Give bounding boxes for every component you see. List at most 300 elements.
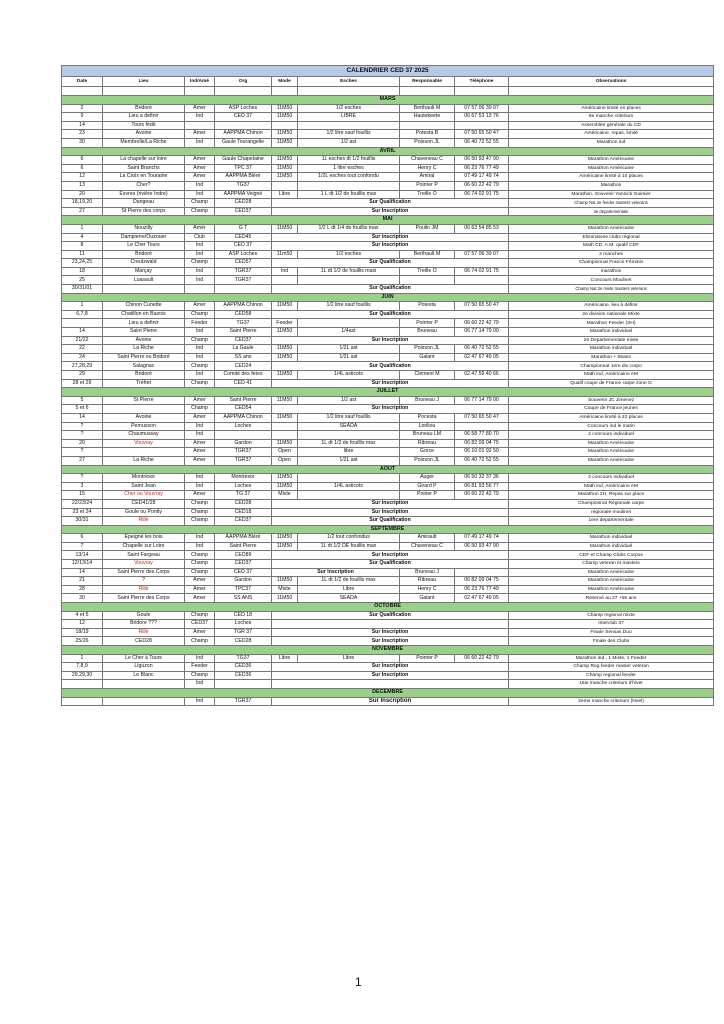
cell-observations: Marathon Feeder (SH) [509, 319, 714, 328]
cell-ind-ame: Amer [185, 585, 215, 594]
cell-ind-ame: CED37 [185, 620, 215, 629]
cell-registration: Sur Inscription [272, 379, 509, 388]
cell-ind-ame: Amer [185, 104, 215, 113]
cell-org: AAPPMA Bléré [215, 173, 272, 182]
cell-date: 18/19 [62, 628, 103, 637]
event-row [62, 680, 714, 689]
cell-esches: 1/2 ast [298, 396, 400, 405]
cell-org: CED24 [215, 362, 272, 371]
header-date: Date [62, 77, 103, 87]
month-row [62, 147, 714, 156]
cell-responsable: Chaveneau C [400, 542, 455, 551]
cell-observations: Américaine limité à 22 places [509, 413, 714, 422]
cell-esches [298, 319, 400, 328]
cell-lieu: Pernusson [103, 422, 185, 431]
cell-observations: Américaine, repas, limité [509, 130, 714, 139]
cell-telephone: 06 50 32 37 36 [455, 474, 509, 483]
cell-observations: Finale Sensas Duo [509, 628, 714, 637]
cell-responsable: Bruneau J [400, 568, 455, 577]
cell-lieu: Cher? [103, 181, 185, 190]
header-observations: Observations [509, 77, 714, 87]
cell-telephone: 06 82 09 04 75 [455, 577, 509, 586]
cell-telephone: 06 60 22 42 79 [455, 181, 509, 190]
cell-ind-ame [185, 121, 215, 130]
cell-registration [272, 620, 509, 629]
cell-telephone [455, 568, 509, 577]
cell-date: 18,19,20 [62, 199, 103, 208]
cell-ind-ame: Champ [185, 568, 215, 577]
cell-ind-ame: Amer [185, 439, 215, 448]
cell-mode: 11M50 [272, 353, 298, 362]
cell-lieu: Le Cher à Tours [103, 654, 185, 663]
cell-date: 22 [62, 345, 103, 354]
cell-observations: Marathon individuel [509, 345, 714, 354]
cell-telephone: 07 49 17 49 74 [455, 173, 509, 182]
cell-org: CED89 [215, 551, 272, 560]
cell-date: 11 [62, 250, 103, 259]
cell-org: CED37 [215, 207, 272, 216]
month-label: DECEMBRE [62, 688, 714, 697]
cell-observations: Math ind, Américaine AM [509, 482, 714, 491]
cell-observations: Souvenir JC Jimenez [509, 396, 714, 405]
cell-date: 21 [62, 577, 103, 586]
event-row [62, 594, 714, 603]
cell-org: TGR37 [215, 697, 272, 706]
cell-lieu: Tréhet [103, 379, 185, 388]
event-row [62, 267, 714, 276]
cell-org [215, 285, 272, 294]
month-row [62, 388, 714, 397]
header-mode: Mode [272, 77, 298, 87]
cell-org: TG37 [215, 319, 272, 328]
cell-telephone: 06 60 22 42 79 [455, 319, 509, 328]
cell-date: 24 [62, 353, 103, 362]
cell-date: 29,29,30 [62, 671, 103, 680]
cell-date: 20 [62, 190, 103, 199]
month-row [62, 216, 714, 225]
event-row [62, 413, 714, 422]
event-row [62, 130, 714, 139]
cell-date: 6 [62, 534, 103, 543]
cell-ind-ame: Ind [185, 276, 215, 285]
event-row [62, 611, 714, 620]
cell-ind-ame: Amer [185, 302, 215, 311]
event-row [62, 371, 714, 380]
month-row [62, 465, 714, 474]
cell-lieu: Avoine [103, 336, 185, 345]
cell-registration: Sur Qualification [272, 362, 509, 371]
cell-ind-ame: Amer [185, 456, 215, 465]
cell-org: CED37 [215, 560, 272, 569]
cell-ind-ame: Ind [185, 190, 215, 199]
cell-lieu: Rillé [103, 628, 185, 637]
cell-org: La Gaule [215, 345, 272, 354]
cell-lieu: Montrésor [103, 474, 185, 483]
cell-org: AAPPMA Chinon [215, 302, 272, 311]
cell-date: 27 [62, 207, 103, 216]
cell-date: 3 [62, 482, 103, 491]
event-row [62, 654, 714, 663]
cell-date: 27 [62, 456, 103, 465]
event-row [62, 577, 714, 586]
cell-org: TGR 37 [215, 628, 272, 637]
month-label: SEPTEMBRE [62, 525, 714, 534]
cell-org: TGR37 [215, 267, 272, 276]
cell-org [215, 121, 272, 130]
cell-lieu: Avoine [103, 130, 185, 139]
cell-observations: 2 manches [509, 250, 714, 259]
event-row [62, 508, 714, 517]
cell-esches [298, 491, 400, 500]
cell-org: SS ANS [215, 594, 272, 603]
cell-responsable: Poisson JL [400, 138, 455, 147]
cell-date: 23,24,25 [62, 259, 103, 268]
cell-lieu: Bridore ??? [103, 620, 185, 629]
header-responsable: Responsable [400, 77, 455, 87]
calendar-body [62, 66, 714, 706]
month-row [62, 293, 714, 302]
cell-date: 4 et 5 [62, 611, 103, 620]
event-row [62, 405, 714, 414]
event-row [62, 456, 714, 465]
cell-responsable: Poirrier P [400, 319, 455, 328]
cell-date: 23 [62, 130, 103, 139]
cell-date: 13/14 [62, 551, 103, 560]
month-label: MARS [62, 96, 714, 105]
cell-lieu [103, 285, 185, 294]
cell-lieu: Le Cher Tours [103, 242, 185, 251]
cell-responsable: Galant [400, 353, 455, 362]
cell-telephone: 06 23 76 77 49 [455, 585, 509, 594]
cell-lieu: La chapelle sur loire [103, 156, 185, 165]
cell-org: CED57 [215, 259, 272, 268]
cell-responsable: Poirier P [400, 491, 455, 500]
cell-registration: Sur Inscription [272, 637, 509, 646]
cell-ind-ame: Feeder [185, 319, 215, 328]
cell-observations: Marathon Américaine [509, 456, 714, 465]
event-row [62, 121, 714, 130]
cell-mode: 11M50 [272, 328, 298, 337]
cell-registration: Sur Inscription [272, 671, 509, 680]
cell-org: Saint Pierre [215, 328, 272, 337]
cell-ind-ame: Amer [185, 130, 215, 139]
cell-ind-ame: Ind [185, 534, 215, 543]
cell-observations: Marathon + 55ans [509, 353, 714, 362]
cell-esches: 1/4L asticots [298, 371, 400, 380]
calendar-title: CALENDRIER CED 37 2025 [62, 66, 714, 77]
cell-lieu: St Pierre [103, 396, 185, 405]
cell-observations: Assemblée générale du CD [509, 121, 714, 130]
cell-registration: Sur Qualification [272, 285, 509, 294]
cell-esches: 1/2 esches [298, 250, 400, 259]
event-row [62, 542, 714, 551]
cell-esches: 1/2L ast [298, 353, 400, 362]
cell-observations: 2e Departementale mixte [509, 336, 714, 345]
cell-ind-ame: Champ [185, 259, 215, 268]
event-row [62, 663, 714, 672]
event-row [62, 499, 714, 508]
cell-telephone: 06 40 72 52 55 [455, 456, 509, 465]
cell-registration: Sur Qualification [272, 560, 509, 569]
cell-org: Gaule Tourangelle [215, 138, 272, 147]
event-row [62, 362, 714, 371]
cell-lieu: Liguzon [103, 663, 185, 672]
cell-observations: Concours Moulinet [509, 276, 714, 285]
cell-observations: Championnat Régionale carpe [509, 499, 714, 508]
cell-date: 4 [62, 233, 103, 242]
cell-ind-ame: Champ [185, 362, 215, 371]
cell-responsable: Amiral [400, 173, 455, 182]
cell-responsable: Poisson JL [400, 345, 455, 354]
cell-ind-ame: Champ [185, 499, 215, 508]
cell-mode: 11M50 [272, 534, 298, 543]
cell-esches: 1/4L asticots [298, 482, 400, 491]
cell-responsable: Bruneau J [400, 396, 455, 405]
event-row [62, 336, 714, 345]
cell-responsable: Amirault [400, 534, 455, 543]
cell-date [62, 319, 103, 328]
cell-observations: 2 concours individuel [509, 474, 714, 483]
cell-registration: Sur Inscription [272, 405, 509, 414]
cell-ind-ame: Champ [185, 671, 215, 680]
cell-org: CED 37 [215, 113, 272, 122]
cell-responsable: Poisson JL [400, 456, 455, 465]
cell-esches: 1/2 tout confondus [298, 534, 400, 543]
cell-responsable: Poulin JM [400, 224, 455, 233]
event-row [62, 379, 714, 388]
spacer-row [62, 87, 714, 96]
cell-org [215, 680, 272, 689]
cell-observations: 6e manche criterium [509, 113, 714, 122]
cell-date: 9 [62, 113, 103, 122]
cell-lieu: Saint Branchs [103, 164, 185, 173]
month-label: JUILLET [62, 388, 714, 397]
cell-mode: 11m50 [272, 250, 298, 259]
cell-observations: 2e division nationale Mixte [509, 310, 714, 319]
cell-lieu: Lieu a definir [103, 319, 185, 328]
cell-date: 27,28,29 [62, 362, 103, 371]
cell-observations: Marathon individuel [509, 328, 714, 337]
cell-mode [272, 431, 298, 440]
cell-telephone: 02 47 59 40 66 [455, 371, 509, 380]
cell-mode: Ind [272, 267, 298, 276]
event-row [62, 534, 714, 543]
cell-org: CED28 [215, 499, 272, 508]
cell-mode: 11M50 [272, 173, 298, 182]
cell-org: G T [215, 224, 272, 233]
cell-org: CED36 [215, 663, 272, 672]
cell-date: 30 [62, 138, 103, 147]
cell-observations: Champ regional mixte [509, 611, 714, 620]
cell-ind-ame: Ind [185, 138, 215, 147]
cell-ind-ame: Amer [185, 594, 215, 603]
cell-date: 1 [62, 654, 103, 663]
cell-mode: 11M50 [272, 542, 298, 551]
cell-registration: Sur Inscription [272, 628, 509, 637]
cell-lieu: Saint Fargeau [103, 551, 185, 560]
cell-registration: Sur Inscription [272, 551, 509, 560]
cell-mode: Open [272, 448, 298, 457]
cell-lieu: Marçay [103, 267, 185, 276]
cell-mode: 11M50 [272, 164, 298, 173]
cell-ind-ame: Amer [185, 396, 215, 405]
cell-registration: Sur Qualification [272, 199, 509, 208]
cell-lieu: Chinon Cunette [103, 302, 185, 311]
cell-mode: 11M50 [272, 482, 298, 491]
cell-lieu: Saint Pierre des Corps [103, 568, 185, 577]
cell-responsable: Ribreau [400, 577, 455, 586]
cell-registration: Sur Inscription [272, 499, 509, 508]
cell-date [62, 697, 103, 706]
cell-registration: Sur Inscription [272, 207, 509, 216]
cell-responsable: Treille O [400, 190, 455, 199]
cell-observations: Marathon Américaine [509, 156, 714, 165]
cell-observations: Qualif coupe de France carpe zone G [509, 379, 714, 388]
cell-ind-ame: Ind [185, 345, 215, 354]
cell-mode: Feeder [272, 319, 298, 328]
cell-lieu: Vouvray [103, 439, 185, 448]
cell-lieu: Chapelle sur Loire [103, 542, 185, 551]
cell-responsable: Clément M [400, 371, 455, 380]
cell-date: 6,7,8 [62, 310, 103, 319]
cell-lieu: Lieu a definir [103, 113, 185, 122]
cell-org: CED54 [215, 405, 272, 414]
cell-esches: 1L dt 1/2 de fouillis max [298, 577, 400, 586]
event-row [62, 439, 714, 448]
cell-org: Loches [215, 482, 272, 491]
cell-lieu: Saint Pierre ou Bridoré [103, 353, 185, 362]
cell-mode: 11M50 [272, 156, 298, 165]
cell-ind-ame: Ind [185, 353, 215, 362]
cell-org: CED37 [215, 336, 272, 345]
cell-ind-ame: Champ [185, 336, 215, 345]
cell-org: Gardon [215, 577, 272, 586]
cell-observations: Math ind, Américaine AM [509, 371, 714, 380]
event-row [62, 190, 714, 199]
cell-telephone: 06 10 01 92 50 [455, 448, 509, 457]
month-row [62, 603, 714, 612]
month-label: MAI [62, 216, 714, 225]
cell-org: TGR37 [215, 448, 272, 457]
cell-telephone: 06 77 14 79 00 [455, 396, 509, 405]
cell-ind-ame: Amer [185, 413, 215, 422]
cell-observations: Coupe de France jeunes [509, 405, 714, 414]
cell-mode: 11M50 [272, 396, 298, 405]
cell-mode: 11M50 [272, 474, 298, 483]
cell-lieu: CED41/28 [103, 499, 185, 508]
cell-registration: Sur Qualification [272, 517, 509, 526]
cell-esches: 1/4ast [298, 328, 400, 337]
cell-date: 14 [62, 568, 103, 577]
event-row [62, 637, 714, 646]
cell-telephone [455, 121, 509, 130]
cell-date: 30 [62, 594, 103, 603]
cell-date: 5 [62, 396, 103, 405]
event-row [62, 233, 714, 242]
cell-lieu: Saint Pierre [103, 328, 185, 337]
event-row [62, 474, 714, 483]
cell-telephone: 06 40 72 52 55 [455, 345, 509, 354]
cell-date: 8 [62, 242, 103, 251]
cell-responsable [400, 121, 455, 130]
event-row [62, 104, 714, 113]
cell-telephone: 06 74 02 91 75 [455, 190, 509, 199]
cell-observations: Championnat 1ere div corpo [509, 362, 714, 371]
cell-ind-ame: Ind [185, 542, 215, 551]
cell-telephone [455, 422, 509, 431]
cell-responsable [400, 276, 455, 285]
cell-org: Comité des fetes [215, 371, 272, 380]
cell-esches: 1/2 L dt 1/4 de fouillis max [298, 224, 400, 233]
cell-observations: Marathon Américaine [509, 224, 714, 233]
cell-ind-ame: Amer [185, 173, 215, 182]
cell-mode [272, 276, 298, 285]
cell-ind-ame: Ind [185, 181, 215, 190]
cell-org: TPC 37 [215, 164, 272, 173]
cell-esches [298, 181, 400, 190]
cell-org: CED18 [215, 508, 272, 517]
cell-telephone: 06 50 93 47 90 [455, 156, 509, 165]
cell-observations: Marathon Américaine [509, 448, 714, 457]
cell-ind-ame: Club [185, 233, 215, 242]
cell-lieu: Membrolle/La Riche [103, 138, 185, 147]
event-row [62, 173, 714, 182]
event-row [62, 396, 714, 405]
cell-lieu: Epeigné les bois [103, 534, 185, 543]
cell-registration: Sur Inscription [272, 568, 400, 577]
cell-mode: 11M50 [272, 413, 298, 422]
cell-registration: Sur Qualification [272, 611, 509, 620]
cell-telephone: 06 40 72 52 55 [455, 138, 509, 147]
month-label: NOVEMBRE [62, 646, 714, 655]
cell-lieu: Le Blanc [103, 671, 185, 680]
cell-responsable: Henry C [400, 585, 455, 594]
cell-responsable: Ribreau [400, 439, 455, 448]
cell-mode [272, 181, 298, 190]
cell-date: 22/23/24 [62, 499, 103, 508]
cell-date: ? [62, 431, 103, 440]
cell-org: Saint Pierre [215, 396, 272, 405]
cell-org: Loches [215, 620, 272, 629]
cell-ind-ame: Amer [185, 491, 215, 500]
cell-date: 12 [62, 620, 103, 629]
cell-lieu [103, 448, 185, 457]
header-ind-ame: Ind/Amé [185, 77, 215, 87]
cell-observations: Champ regional feeder [509, 671, 714, 680]
cell-esches: 1/2 litre sauf fouillis [298, 302, 400, 311]
cell-mode: 11M50 [272, 439, 298, 448]
cell-responsable: Poirrier P [400, 654, 455, 663]
cell-observations: Marathon ind., 1 Mixte, 1 Feeder [509, 654, 714, 663]
calendar-sheet [61, 65, 713, 706]
cell-esches: SEADA [298, 422, 400, 431]
event-row [62, 276, 714, 285]
cell-org: Gaule Chapelaine [215, 156, 272, 165]
cell-mode: 11M50 [272, 224, 298, 233]
cell-esches: 1L esches dt 1/2 fouillis [298, 156, 400, 165]
header-org: Org [215, 77, 272, 87]
event-row [62, 628, 714, 637]
cell-observations: marathon [509, 267, 714, 276]
cell-telephone [455, 276, 509, 285]
month-row [62, 688, 714, 697]
cell-observations: Interclub 37 [509, 620, 714, 629]
cell-ind-ame: Champ [185, 611, 215, 620]
cell-responsable: Henry C [400, 164, 455, 173]
cell-esches [298, 431, 400, 440]
cell-observations: Champ Reg feeder master veteran [509, 663, 714, 672]
cell-ind-ame: Amer [185, 156, 215, 165]
